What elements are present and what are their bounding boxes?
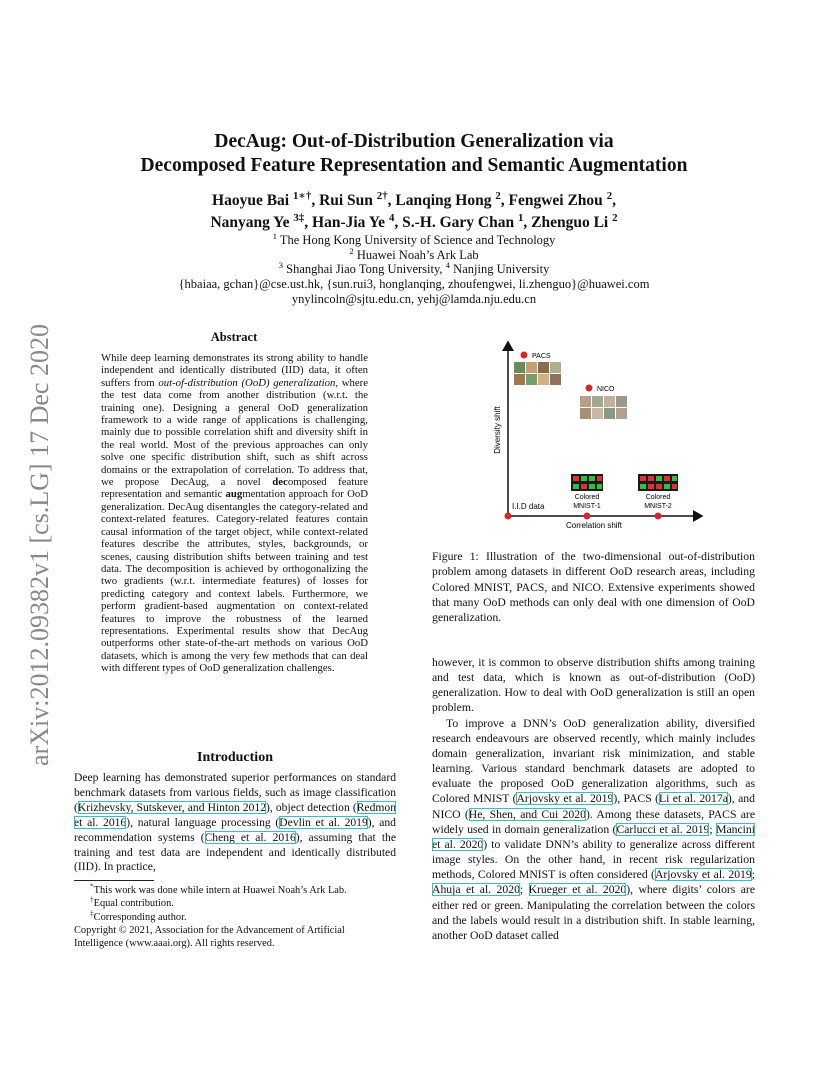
affiliation-2 — [100, 245, 728, 263]
emails-line-1: {hbaiaa, gchan}@cse.ust.hk, {sun.rui3, honglanqing, zhoufengwei, li.zhenguo}@huawei.com — [178, 277, 650, 292]
author-mark: 4 — [388, 211, 395, 224]
mnist-digit — [581, 484, 587, 489]
footnotes — [74, 884, 396, 950]
nico-thumb — [616, 408, 627, 419]
body-text: ) to validate DNN’s ability to generalize across different image styles. On the other hand, in recent risk regularization methods, Colored MNIST is often considered ( — [432, 837, 755, 882]
mnist-digit — [589, 476, 595, 481]
nico-thumb — [604, 396, 615, 407]
affil-text: Huawei Noah’s Ark Lab — [353, 247, 479, 262]
citation-link[interactable]: Li et al. 2017a — [658, 792, 728, 806]
iid-point — [505, 513, 512, 520]
colored-mnist-2-label-b: MNIST-2 — [644, 503, 672, 510]
x-axis-label: Correlation shift — [565, 521, 623, 530]
nico-label: NICO — [597, 386, 615, 393]
affil-text: Nanjing University — [450, 262, 550, 277]
abstract-text: , where the test data come from another distribution (w.r.t. the training one). Designing a general OoD generalization framework to a wide range of applications is challenging, mainly due to possible correlation shift and diversity shift in the real world. Most of the previous approaches can only solve one specific distribution shift, such as shift across domains or the extrapolation of correlation. To address that, we propose DecAug, a novel — [101, 376, 368, 489]
affil-text: The Hong Kong University of Science and Technology — [276, 233, 556, 247]
mnist-digit — [640, 476, 646, 481]
affiliations — [100, 230, 728, 307]
mnist-digit — [656, 484, 662, 489]
y-axis-label: Diversity shift — [493, 406, 502, 454]
abstract-bold: dec — [272, 476, 288, 489]
intro-text: Deep learning has demonstrated superior performances on standard benchmark datasets from various fields, such as image classification ( — [74, 771, 396, 814]
figure-1-caption: Figure 1: Illustration of the two-dimensional out-of-distribution problem among datasets in different OoD research areas, including Colored MNIST, PACS, and NICO. Extensive experiments showed that many OoD methods can only deal with one dimension of OoD generalization. — [432, 550, 755, 625]
pacs-thumb — [550, 362, 561, 373]
mnist-digit — [589, 484, 595, 489]
emails-line-2: ynylincoln@sjtu.edu.cn, yehj@lamda.nju.edu.cn — [291, 291, 537, 306]
abstract-text: mentation approach for OoD generalization. DecAug disentangles the category-related and context-related features. Category-related features contain causal information of the target object, while context-related features describe the attributes, styles, backgrounds, or scenes, causing distribution shifts between training and test data. The decomposition is achieved by orthogonalizing the two gradients (w.r.t. intermediate features) of losses for predicting category and context labels. Furthermore, we perform gradient-based augmentation on context-related features to improve the robustness of the learned representations. Experimental results show that DecAug outperforms other state-of-the-art methods on various OoD datasets, which is among the very few methods that can deal with different types of OoD generalization challenges. — [101, 488, 368, 675]
pacs-thumb — [550, 374, 561, 385]
author-sep: , — [612, 192, 616, 209]
citation-link[interactable]: Devlin et al. 2019 — [279, 815, 368, 829]
title-line-2: Decomposed Feature Representation and Semantic Augmentation — [140, 155, 688, 176]
citation-link[interactable]: Ahuja et al. 2020 — [432, 883, 520, 897]
colored-mnist-2-label-a: Colored — [645, 494, 671, 501]
mnist-digit — [640, 484, 646, 489]
title-line-1: DecAug: Out-of-Distribution Generalization via — [214, 131, 614, 152]
footnote-1 — [74, 884, 396, 897]
citation-link[interactable]: He, Shen, and Cui 2020 — [468, 807, 586, 821]
intro-text: ), and recommendation systems ( — [74, 815, 396, 844]
author-list — [100, 190, 728, 234]
nico-thumb — [616, 396, 627, 407]
affil-mark: 2 — [349, 245, 354, 256]
footnote-mark: * — [90, 882, 94, 891]
author-mark: 1 — [517, 211, 524, 224]
footnote-text: Corresponding author. — [93, 911, 187, 923]
body-text: ). Among these datasets, PACS are widely used in domain generalization ( — [432, 807, 756, 836]
author-line-2 — [100, 212, 728, 234]
author-mark: 2 — [612, 211, 618, 224]
figure-1-diagram — [470, 338, 760, 538]
affil-mark: 4 — [445, 260, 451, 271]
abstract-emphasis: out-of-distribution (OoD) generalization — [158, 376, 336, 389]
body-text: ), where digits’ colors are either red or green. Manipulating the correlation between the colors and the labels would result in a distribution shift. In stable learning, another OoD dataset called — [432, 883, 756, 942]
nico-thumb — [604, 408, 615, 419]
author-mark: 1∗† — [292, 189, 312, 202]
pacs-thumb — [514, 362, 525, 373]
pacs-thumb — [514, 374, 525, 385]
colored-mnist-1-label-b: MNIST-1 — [573, 503, 601, 510]
nico-thumbnails — [580, 396, 627, 419]
pacs-thumbnails — [514, 362, 561, 385]
mnist-digit — [672, 476, 677, 481]
arxiv-sidebar-stamp: arXiv:2012.09382v1 [cs.LG] 17 Dec 2020 — [25, 324, 54, 766]
affil-mark: 3 — [278, 260, 284, 271]
abstract-body — [101, 352, 368, 675]
nico-thumb — [592, 396, 603, 407]
body-text: ; — [751, 868, 755, 882]
body-text: ; — [519, 883, 529, 897]
copyright-notice: Copyright © 2021, Association for the Advancement of Artificial Intelligence (www.aaai.org). All rights reserved. — [74, 924, 345, 950]
mnist-digit — [597, 476, 602, 481]
intro-heading: Introduction — [197, 750, 273, 765]
body-text: ), and NICO ( — [432, 792, 755, 821]
footnote-mark: ‡ — [90, 909, 94, 918]
colored-mnist-2-thumbnails — [638, 474, 678, 491]
intro-body — [74, 771, 396, 875]
pacs-point — [521, 352, 528, 359]
abstract-text: omposed feature representation and semantic — [101, 476, 368, 501]
body-text: ), PACS ( — [613, 792, 659, 806]
colored-mnist-2-point — [655, 513, 662, 520]
iid-label: I.I.D data — [512, 502, 545, 511]
abstract-heading: Abstract — [210, 330, 258, 344]
citation-link[interactable]: Krueger et al. 2020 — [528, 883, 627, 897]
author-mark: 2† — [376, 189, 388, 202]
affiliation-3 — [100, 262, 728, 277]
affiliation-1 — [100, 230, 728, 248]
author-name: , S.-H. Gary Chan — [394, 214, 518, 231]
nico-thumb — [580, 408, 591, 419]
author-name: , Fengwei Zhou — [500, 192, 607, 209]
footnote-3 — [74, 911, 396, 924]
author-name: , Zhenguo Li — [523, 214, 613, 231]
colored-mnist-1-label-a: Colored — [574, 494, 600, 501]
nico-point — [586, 385, 593, 392]
abstract-text: While deep learning demonstrates its strong ability to handle independent and identically distributed (IID) data, it often suffers from — [101, 352, 368, 389]
nico-thumb — [580, 396, 591, 407]
author-name: Nanyang Ye — [210, 214, 294, 231]
citation-link[interactable]: Krizhevsky, Sutskever, and Hinton 2012 — [77, 800, 267, 814]
footnote-rule — [74, 880, 154, 881]
author-mark: 2 — [606, 189, 613, 202]
paragraph: however, it is common to observe distribution shifts among training and test data, which is known as out-of-distribution (OoD) generalization. How to deal with OoD generalization is still an open problem. — [432, 656, 755, 715]
author-name: , Lanqing Hong — [387, 192, 496, 209]
pacs-thumb — [526, 374, 537, 385]
mnist-digit — [672, 484, 677, 489]
mnist-digit — [664, 484, 670, 489]
pacs-thumb — [526, 362, 537, 373]
affil-text: Shanghai Jiao Tong University, — [283, 262, 446, 277]
pacs-label: PACS — [532, 353, 551, 360]
citation-link[interactable]: Arjovsky et al. 2019 — [654, 868, 752, 882]
citation-link[interactable]: Mancini et al. 2020 — [432, 822, 756, 851]
footnote-text: This work was done while intern at Huawei Noah’s Ark Lab. — [93, 885, 347, 896]
author-line-1 — [100, 190, 728, 212]
colored-mnist-1-thumbnails — [571, 474, 603, 491]
body-text: To improve a DNN’s OoD generalization ability, diversified research endeavours are observed recently, which mainly includes domain generalization, invariant risk minimization, and stable learning. Various standard benchmark datasets are adopted to evaluate the proposed OoD generalization algorithms, such as Colored MNIST ( — [432, 716, 755, 806]
citation-link[interactable]: Carlucci et al. 2019 — [616, 822, 710, 836]
mnist-digit — [573, 484, 579, 489]
nico-thumb — [592, 408, 603, 419]
footnote-2 — [74, 897, 396, 910]
author-name: Haoyue Bai — [212, 192, 293, 209]
citation-link[interactable]: Redmon et al. 2016 — [74, 800, 396, 829]
mnist-digit — [656, 476, 662, 481]
right-column-body — [432, 655, 755, 943]
author-name: , Han-Jia Ye — [304, 214, 389, 231]
mnist-digit — [581, 476, 587, 481]
citation-link[interactable]: Arjovsky et al. 2019 — [516, 792, 614, 806]
author-name: , Rui Sun — [311, 192, 377, 209]
intro-text: ), assuming that the training and test data are independent and identically distributed (IID). In practice, — [74, 830, 396, 874]
paragraph — [432, 716, 755, 943]
mnist-digit — [648, 484, 654, 489]
mnist-digit — [664, 476, 670, 481]
body-text: ; — [709, 822, 717, 836]
mnist-digit — [648, 476, 654, 481]
mnist-digit — [573, 476, 579, 481]
intro-text: ), natural language processing ( — [126, 815, 280, 829]
citation-link[interactable]: Cheng et al. 2016 — [204, 830, 296, 844]
author-mark: 2 — [495, 189, 501, 202]
footnote-mark: † — [90, 895, 94, 904]
abstract-bold: aug — [225, 488, 243, 501]
colored-mnist-1-point — [584, 513, 591, 520]
pacs-thumb — [538, 374, 549, 385]
author-mark: 3‡ — [293, 211, 305, 224]
footnote-text: Equal contribution. — [93, 898, 174, 910]
pacs-thumb — [538, 362, 549, 373]
affil-mark: 1 — [272, 230, 277, 241]
intro-text: ), object detection ( — [266, 800, 357, 814]
mnist-digit — [597, 484, 602, 489]
paper-title — [100, 130, 728, 178]
